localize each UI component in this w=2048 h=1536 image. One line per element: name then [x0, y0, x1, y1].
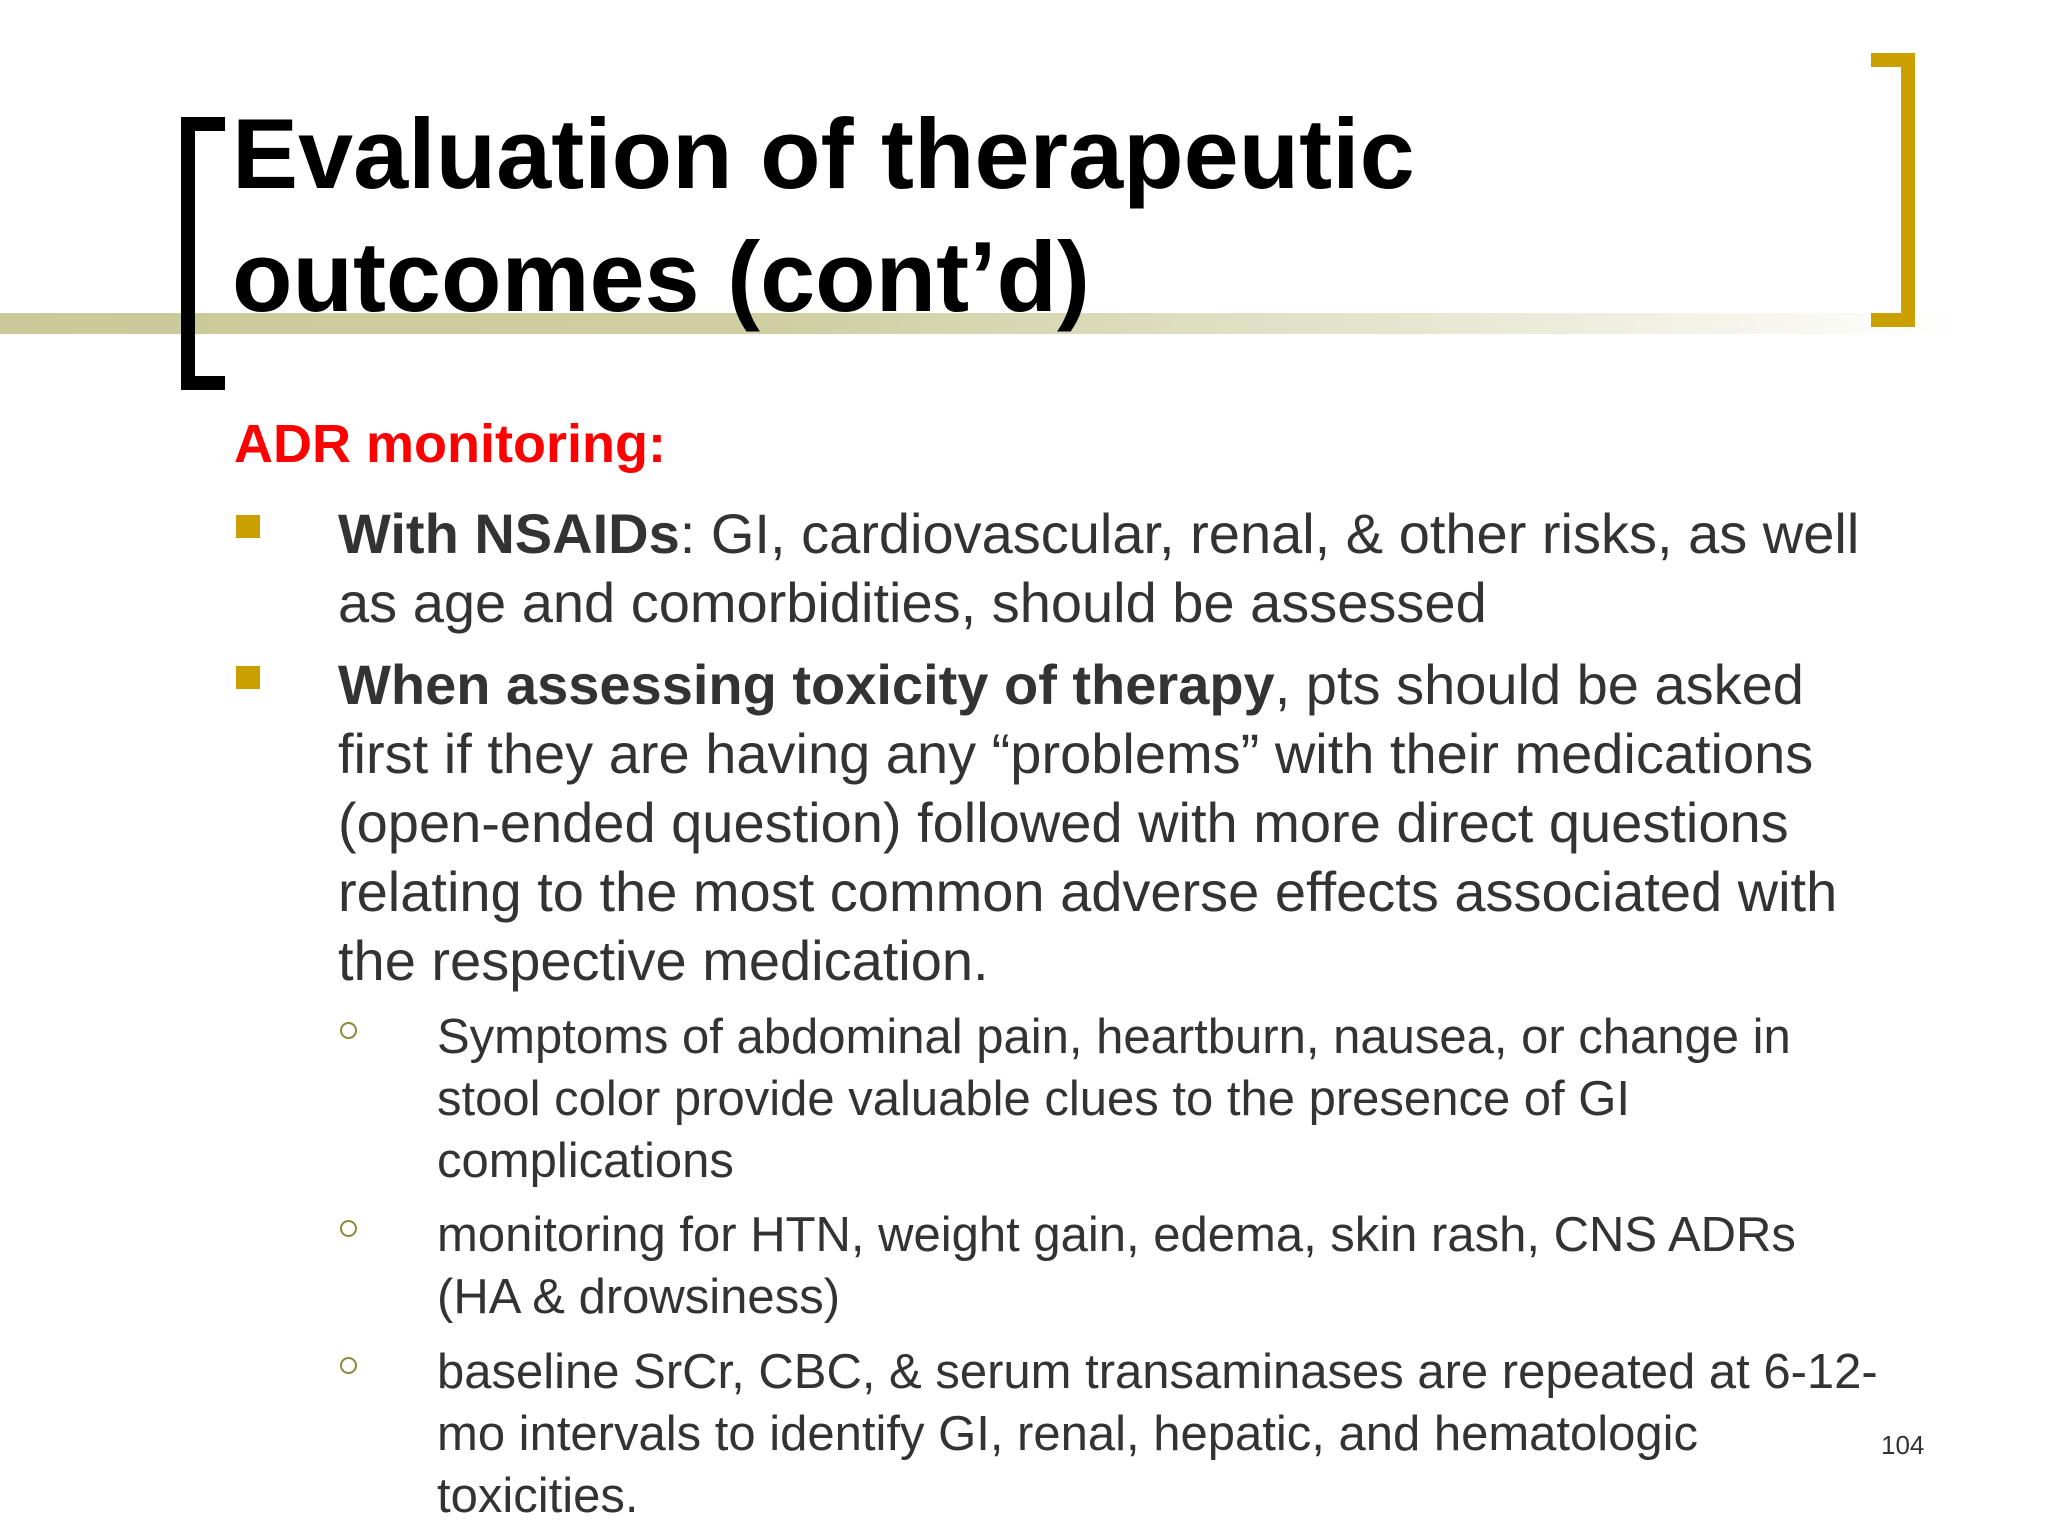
- page-number: 104: [1881, 1430, 1925, 1460]
- bullet-text: [338, 499, 1928, 637]
- sub-bullet-text: baseline SrCr, CBC, & serum transaminases are repeated at 6-12-mo intervals to identify GI, renal, hepatic, and hematologic toxicities.: [437, 1345, 1878, 1523]
- circle-bullet-icon: [340, 1220, 357, 1237]
- bullet-bold: When assessing toxicity of therapy: [338, 653, 1275, 716]
- bullet-body: , pts should be asked first if they are having any “problems” with their medications (open-ended question) followed with more direct questions relating to the most common adverse effects associated with the respective medication.: [338, 653, 1838, 992]
- sub-bullet-item: [338, 1006, 1898, 1192]
- sub-bullet-item: [338, 1204, 1898, 1328]
- slide-title: [232, 92, 1832, 338]
- bullet-bold: With NSAIDs: [338, 502, 680, 565]
- bullet-body: : GI, cardiovascular, renal, & other risks, as well as age and comorbidities, should be assessed: [338, 502, 1860, 634]
- circle-bullet-icon: [340, 1357, 357, 1374]
- title-line-2: outcomes (cont’d): [232, 221, 1090, 332]
- sub-bullet-text: monitoring for HTN, weight gain, edema, skin rash, CNS ADRs (HA & drowsiness): [437, 1208, 1796, 1324]
- circle-bullet-icon: [340, 1022, 357, 1039]
- left-bracket-decoration: [181, 117, 225, 390]
- right-bracket-decoration: [1871, 53, 1915, 327]
- square-bullet-icon: [236, 666, 260, 689]
- bullet-item: [236, 650, 1916, 995]
- title-line-1: Evaluation of therapeutic: [232, 98, 1415, 209]
- square-bullet-icon: [236, 515, 260, 538]
- sub-bullet-item: [338, 1341, 1898, 1527]
- section-heading: ADR monitoring:: [234, 414, 666, 474]
- sub-bullet-text: Symptoms of abdominal pain, heartburn, nausea, or change in stool color provide valuable clues to the presence of GI complications: [437, 1010, 1791, 1188]
- bullet-text: [338, 650, 1898, 995]
- bullet-item: [236, 499, 1916, 637]
